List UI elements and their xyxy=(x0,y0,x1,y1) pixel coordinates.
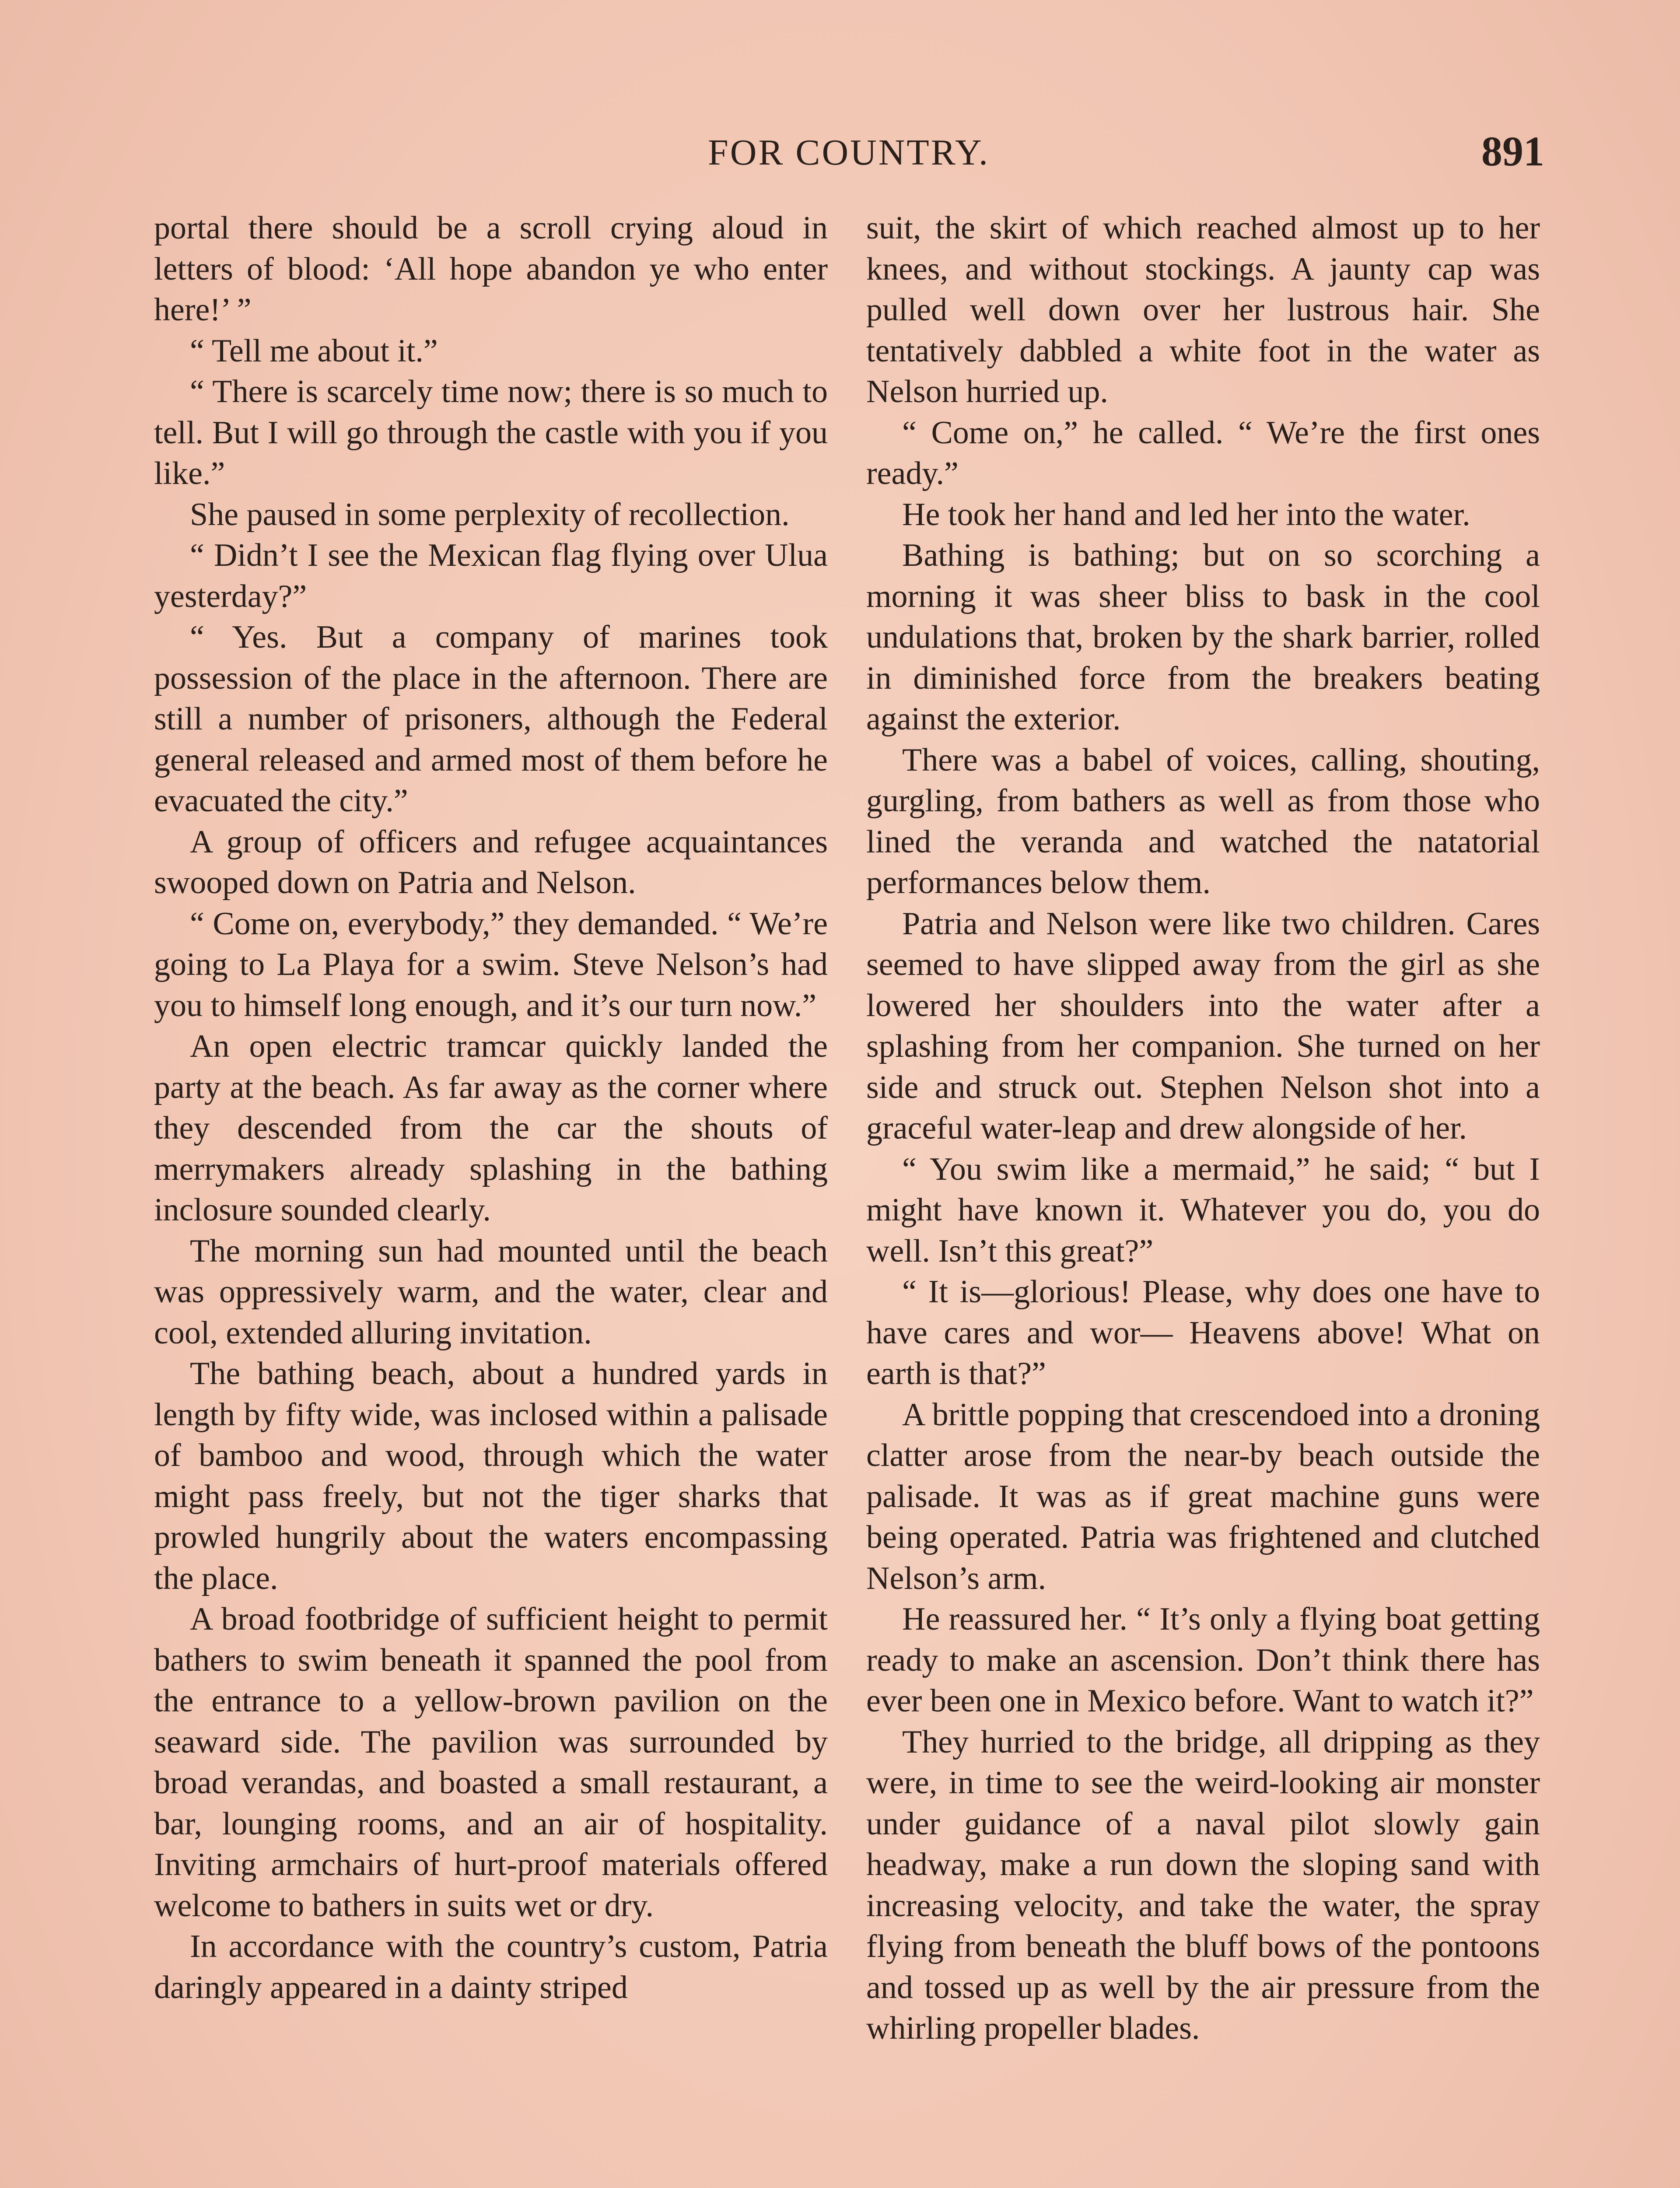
paragraph: There was a babel of voices, calling, shouting, gurgling, from bathers as well as from those who lined the veranda and watched the natatorial performances below them. xyxy=(866,742,1540,901)
left-column xyxy=(154,208,828,2008)
paragraph: An open electric tramcar quickly landed the party at the beach. As far away as the corner where they descended from the car the shouts of merrymakers already splashing in the bathing inclosure sounded clearly. xyxy=(154,1028,828,1228)
right-column xyxy=(866,208,1540,2049)
paragraph: A broad footbridge of sufficient height to permit bathers to swim beneath it spanned the pool from the entrance to a yellow-brown pavilion on the seaward side. The pavilion was surrounded by broad verandas, and boasted a small restaurant, a bar, lounging rooms, and an air of hospitality. Inviting armchairs of hurt-proof materials offered welcome to bathers in suits wet or dry. xyxy=(154,1601,828,1924)
paragraph: “ It is—glorious! Please, why does one have to have cares and wor— Heavens above! What on earth is that?” xyxy=(866,1274,1540,1392)
paragraph: He took her hand and led her into the water. xyxy=(902,496,1470,533)
paragraph: “ There is scarcely time now; there is so much to tell. But I will go through the castle with you if you like.” xyxy=(154,374,828,491)
paragraph: The bathing beach, about a hundred yards in length by fifty wide, was inclosed within a palisade of bamboo and wood, through which the water might pass freely, but not the tiger sharks that prowled hungrily about the waters encompassing the place. xyxy=(154,1356,828,1596)
paragraph: He reassured her. “ It’s only a flying boat getting ready to make an ascension. Don’t think there has ever been one in Mexico before. Want to watch it?” xyxy=(866,1601,1540,1719)
paragraph: suit, the skirt of which reached almost up to her knees, and without stockings. A jaunty cap was pulled well down over her lustrous hair. She tentatively dabbled a white foot in the water as Nelson hurried up. xyxy=(866,210,1540,410)
paragraph: Bathing is bathing; but on so scorching a morning it was sheer bliss to bask in the cool undulations that, broken by the shark barrier, rolled in diminished force from the breakers beating against the exterior. xyxy=(866,537,1540,737)
paragraph: The morning sun had mounted until the beach was oppressively warm, and the water, clear and cool, extended alluring invitation. xyxy=(154,1233,828,1351)
paragraph: “ Yes. But a company of marines took possession of the place in the afternoon. There are still a number of prisoners, although the Federal general released and armed most of them before he evacuated the city.” xyxy=(154,619,828,819)
paragraph: portal there should be a scroll crying aloud in letters of blood: ‘All hope abandon ye who enter here!’ ” xyxy=(154,210,828,328)
paragraph: In accordance with the country’s custom, Patria daringly appeared in a dainty striped xyxy=(154,1929,828,2006)
page-number: 891 xyxy=(1481,128,1544,175)
paragraph: “ You swim like a mermaid,” he said; “ but I might have known it. Whatever you do, you do well. Isn’t this great?” xyxy=(866,1151,1540,1269)
paragraph: A brittle popping that crescendoed into a droning clatter arose from the near-by beach outside the palisade. It was as if great machine guns were being operated. Patria was frightened and clutched Nelson’s arm. xyxy=(866,1396,1540,1596)
paragraph: “ Didn’t I see the Mexican flag flying over Ulua yesterday?” xyxy=(154,537,828,614)
paragraph: “ Come on,” he called. “ We’re the first ones ready.” xyxy=(866,414,1540,491)
paragraph: A group of officers and refugee acquaintances swooped down on Patria and Nelson. xyxy=(154,824,828,901)
running-title: FOR COUNTRY. xyxy=(708,132,990,173)
paragraph: She paused in some perplexity of recollection. xyxy=(190,496,790,533)
paragraph: Patria and Nelson were like two children. Cares seemed to have slipped away from the girl as she lowered her shoulders into the water after a splashing from her companion. She turned on her side and struck out. Stephen Nelson shot into a graceful water-leap and drew alongside of her. xyxy=(866,905,1540,1146)
paragraph: “ Come on, everybody,” they demanded. “ We’re going to La Playa for a swim. Steve Nelson’s had you to himself long enough, and it’s our turn now.” xyxy=(154,905,828,1024)
paragraph: They hurried to the bridge, all dripping as they were, in time to see the weird-looking air monster under guidance of a naval pilot slowly gain headway, make a run down the sloping sand with increasing velocity, and take the water, the spray flying from beneath the bluff bows of the pontoons and tossed up as well by the air pressure from the whirling propeller blades. xyxy=(866,1724,1540,2046)
paragraph: “ Tell me about it.” xyxy=(190,333,438,369)
page-header xyxy=(153,127,1544,179)
